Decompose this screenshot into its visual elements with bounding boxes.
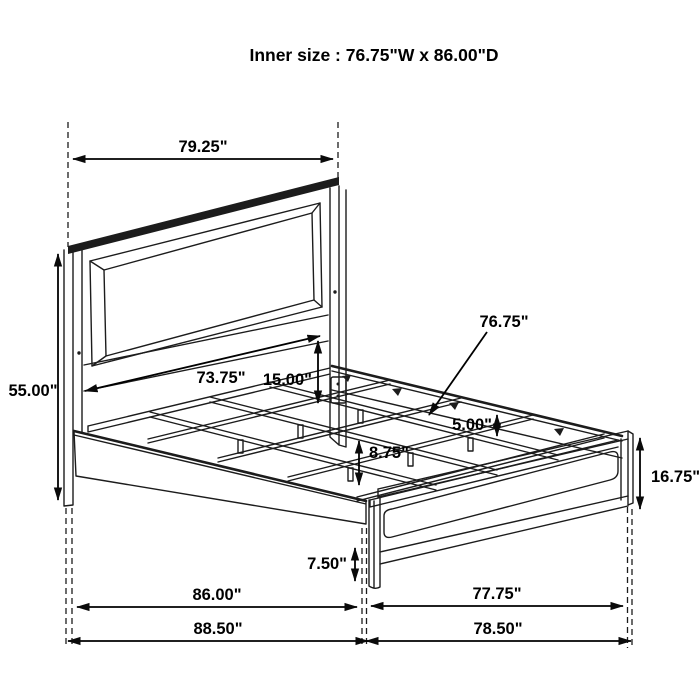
headboard-panel (90, 203, 322, 366)
dim-slat-support-height-label: 8.75" (369, 444, 409, 462)
support-legs (238, 410, 473, 481)
dim-inner-depth-label: 86.00" (192, 586, 242, 604)
dim-rail-lip-height (452, 415, 497, 436)
slat-hook (392, 388, 402, 396)
dim-headboard-rail-gap (263, 341, 318, 403)
footboard-left-post (369, 498, 380, 588)
headboard-left-leg (64, 246, 82, 506)
diagram-title: Inner size : 76.75"W x 86.00"D (249, 45, 499, 65)
dim-footboard-height-label: 16.75" (651, 468, 700, 486)
dim-slat-width-label: 76.75" (479, 313, 529, 331)
dim-footboard-inner-width (371, 585, 623, 606)
dim-inner-depth (77, 586, 357, 607)
dim-overall-depth-label: 88.50" (193, 620, 243, 638)
dim-rail-lip-height-label: 5.00" (452, 416, 492, 434)
dim-overall-depth (68, 620, 368, 641)
dim-footboard-height (640, 438, 700, 509)
dim-headboard-panel-width-label: 73.75" (196, 369, 246, 387)
headboard-pin-hole-left (77, 351, 80, 354)
dimension-annotations (8, 138, 700, 641)
left-side-rail (74, 431, 366, 524)
ext-line-footboard-left (362, 528, 367, 648)
footboard-right-edge (621, 431, 633, 505)
dim-headboard-height (8, 254, 58, 500)
dim-overall-width (366, 620, 631, 641)
slat-hook (554, 428, 564, 436)
dim-headboard-width-label: 79.25" (178, 138, 228, 156)
headboard-pin-hole-right (333, 290, 336, 293)
slat-deck (88, 368, 618, 507)
ext-line-footboard-right (628, 507, 633, 648)
dim-floor-clearance (307, 548, 355, 581)
dim-overall-width-label: 78.50" (473, 620, 523, 638)
dim-headboard-width (73, 138, 333, 159)
dim-footboard-inner-width-label: 77.75" (472, 585, 522, 603)
dim-headboard-rail-gap-label: 15.00" (262, 371, 312, 389)
dim-headboard-height-label: 55.00" (8, 382, 58, 400)
dim-slat-width (429, 313, 529, 415)
dim-floor-clearance-label: 7.50" (307, 555, 347, 573)
dim-slat-support-height (359, 441, 409, 485)
ext-line-headboard-left-bottom (66, 508, 72, 648)
extension-lines (66, 122, 632, 648)
headboard-right-post (330, 186, 346, 447)
